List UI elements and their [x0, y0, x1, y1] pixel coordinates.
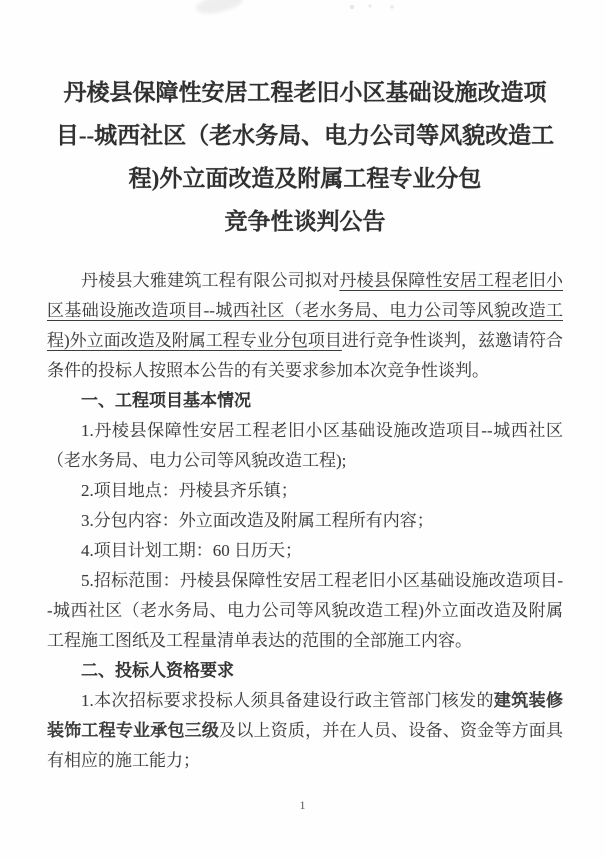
section1-item-location: 2.项目地点：丹棱县齐乐镇；: [81, 481, 298, 500]
intro-paragraph: [47, 266, 563, 386]
intro-suffix: 进行竞争性谈判，兹邀请符合条件的投标人按照本公告的有关要求参加本次竞争性谈判。: [47, 331, 563, 380]
title-line-1: 丹棱县保障性安居工程老旧小区基础设施改造项: [63, 80, 547, 105]
title-line-2: 目--城西社区（老水务局、电力公司等风貌改造工: [55, 123, 555, 148]
intro-underlined-project-name: 丹棱县保障性安居工程老旧小区基础设施改造项目--城西社区（老水务局、电力公司等风貌改造工程)外立面改造及附属工程专业分包项目: [47, 271, 564, 350]
title-line-3: 程)外立面改造及附属工程专业分包: [128, 166, 482, 191]
document-body: [47, 266, 563, 776]
title-line-4-announcement-type: 竞争性谈判公告: [224, 209, 386, 234]
section1-item-project-name: 1.丹棱县保障性安居工程老旧小区基础设施改造项目--城西社区（老水务局、电力公司等风貌改造工程);: [47, 421, 563, 470]
section2-item-qualification: [47, 686, 563, 776]
qualification-suffix: 及以上资质，并在人员、设备、资金等方面具有相应的施工能力；: [47, 721, 564, 770]
qualification-prefix: 1.本次招标要求投标人须具备建设行政主管部门核发的: [81, 691, 494, 710]
page-number: 1: [299, 798, 306, 812]
section1-item-schedule: 4.项目计划工期：60 日历天；: [81, 541, 302, 560]
document-content: [47, 71, 563, 776]
section1-item-bidding-scope: 5.招标范围：丹棱县保障性安居工程老旧小区基础设施改造项目--城西社区（老水务局、电力公司等风貌改造工程)外立面改造及附属工程施工图纸及工程量清单表达的范围的全部施工内容。: [47, 571, 563, 650]
intro-prefix: 丹棱县大雅建筑工程有限公司拟对: [81, 271, 340, 290]
scan-artifact-smudge: [195, 0, 245, 17]
section1-heading: 一、工程项目基本情况: [81, 391, 251, 410]
document-title: [47, 71, 563, 243]
qualification-bold-requirement: 建筑装修装饰工程专业承包三级: [47, 691, 564, 740]
section2-heading: 二、投标人资格要求: [81, 661, 234, 680]
scan-artifact-dots: [348, 4, 396, 10]
section1-item-subcontract-content: 3.分包内容：外立面改造及附属工程所有内容；: [81, 511, 434, 530]
